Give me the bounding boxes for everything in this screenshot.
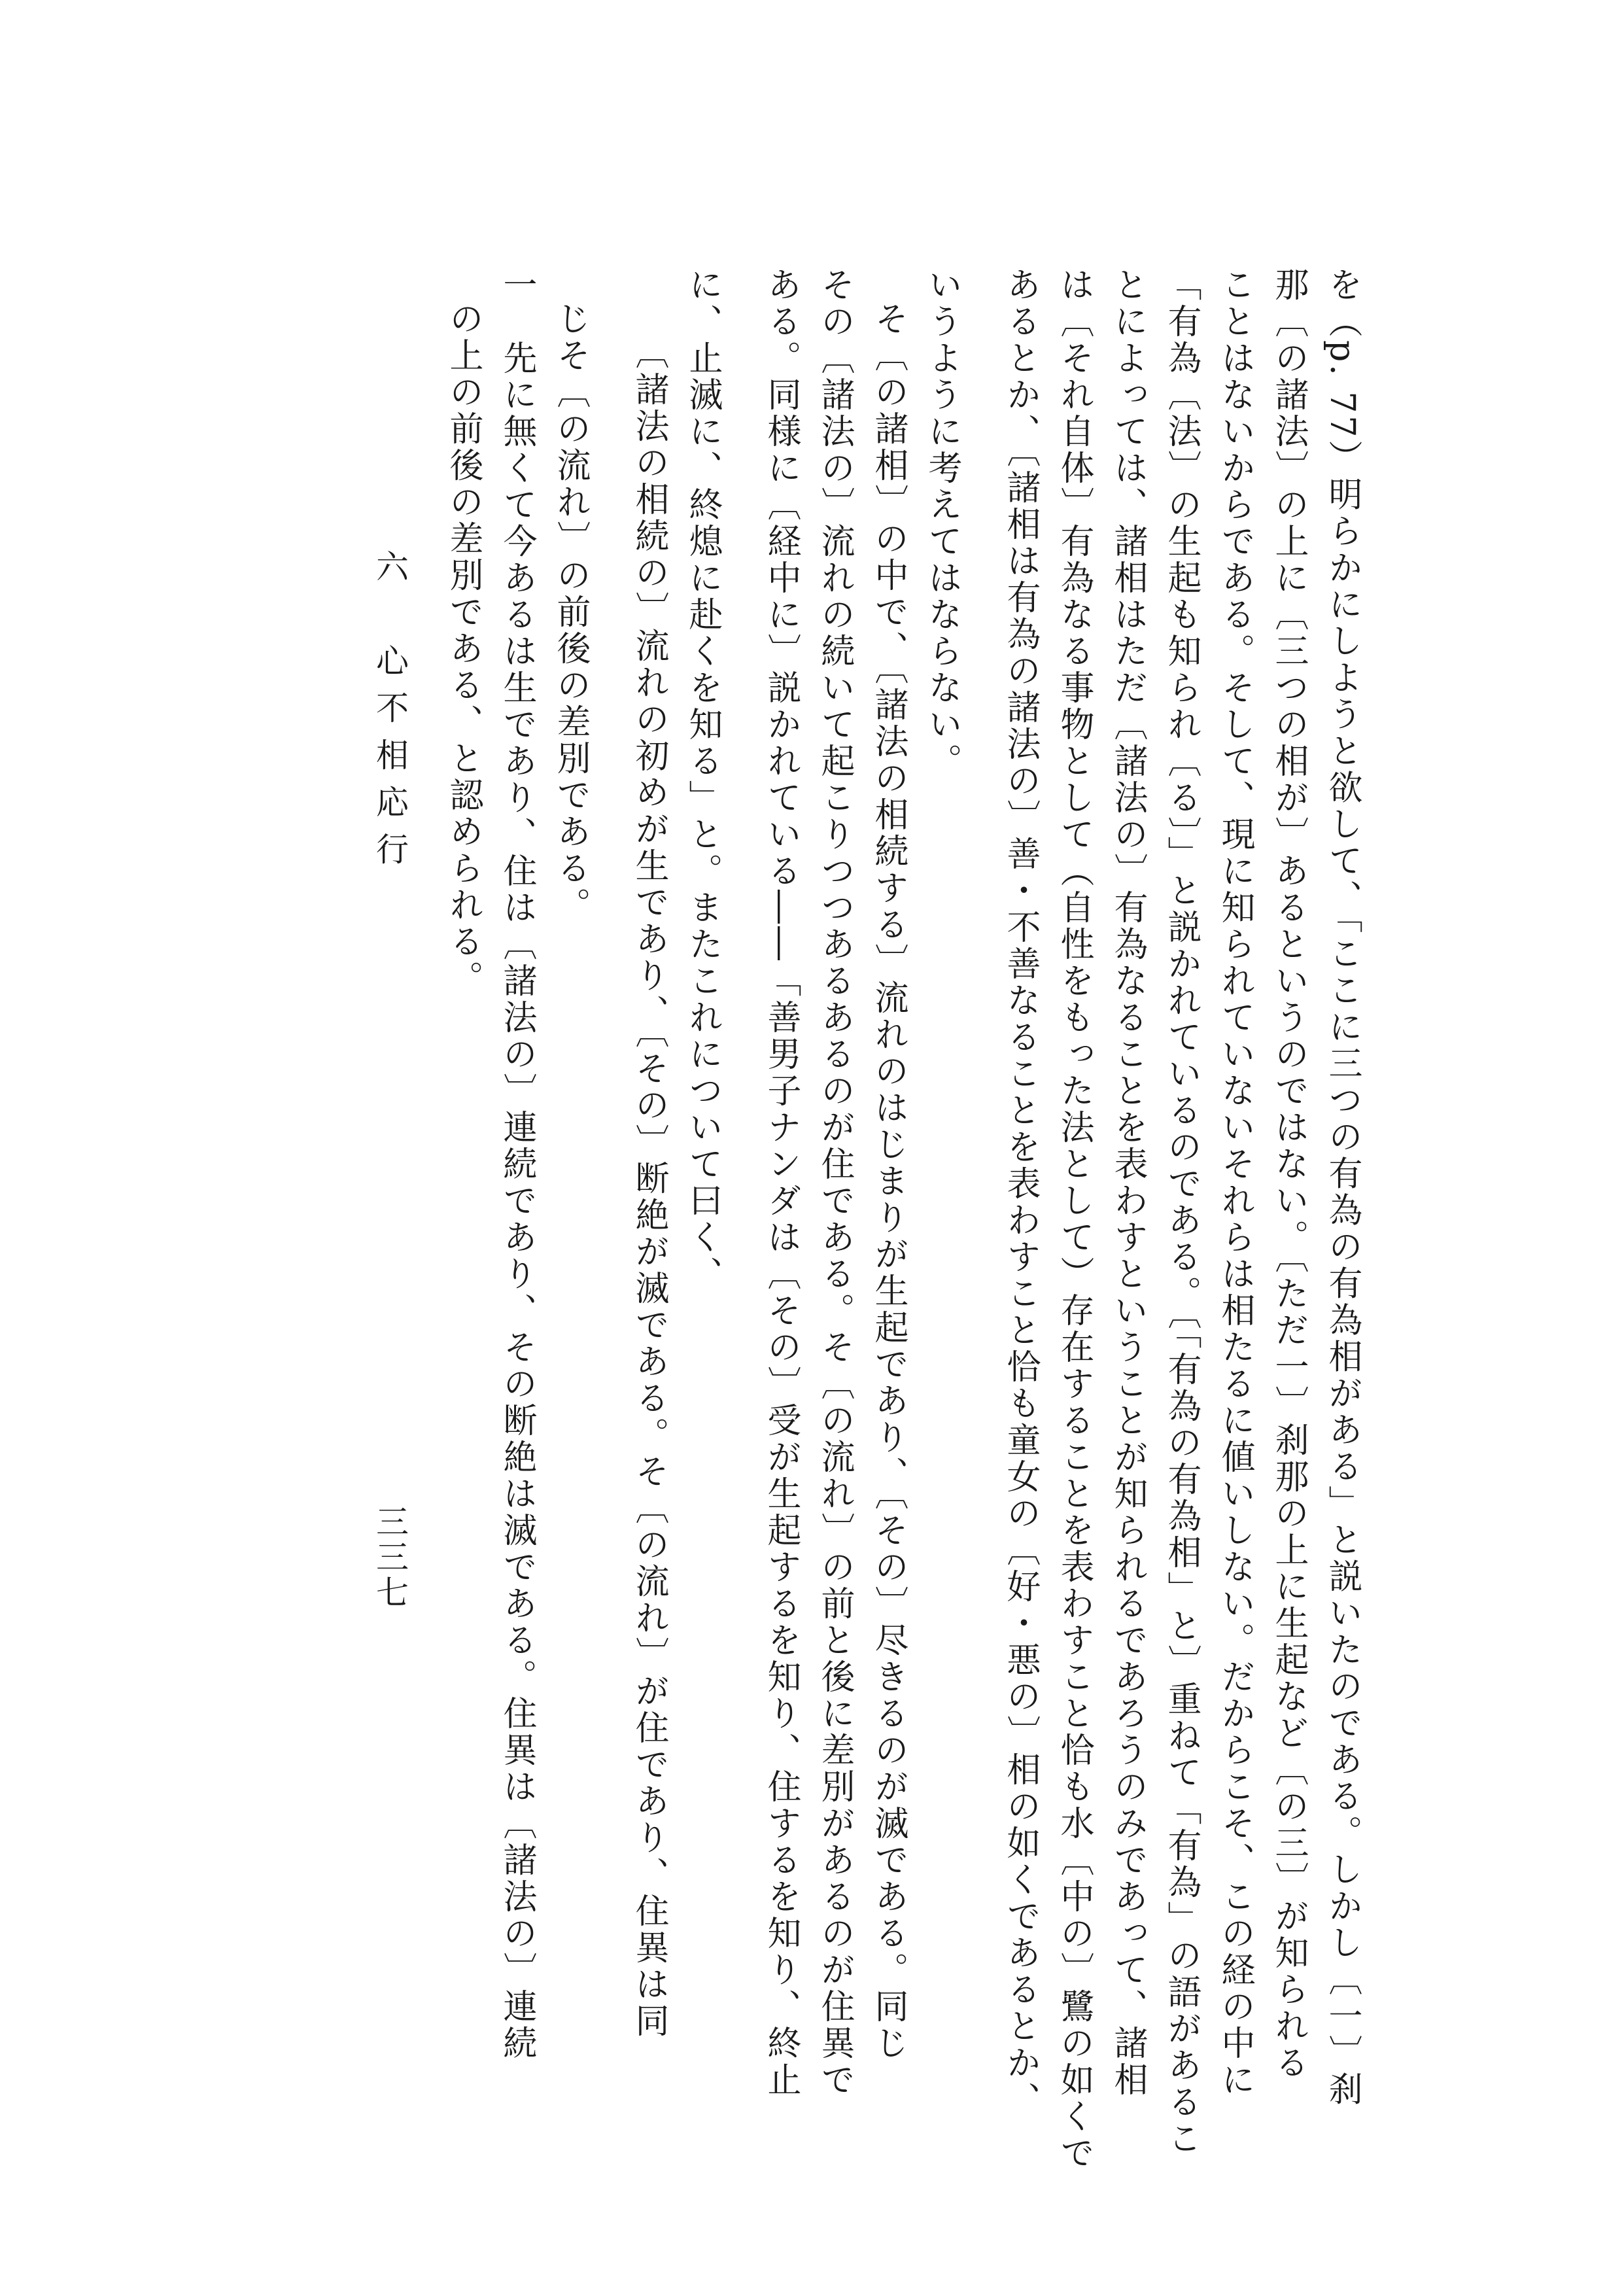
text-line: とによっては、諸相はただ〔諸法の〕有為なることを表わすということが知られるであろうのみであって、諸相: [1108, 267, 1147, 2098]
text-line: ある。同様に〔経中に〕説かれている――「善男子ナンダは〔その〕受が生起するを知り、住するを知り、終止: [761, 267, 801, 2098]
running-head: 六 心不相応行: [371, 549, 409, 879]
text-line: 「有為〔法〕の生起も知られ〔る〕」と説かれているのである。〔「有為の有為相」と〕重ねて「有為」の語があるこ: [1162, 267, 1201, 2157]
verse-line: 〔諸法の相続の〕流れの初めが生であり、〔その〕断絶が滅である。そ〔の流れ〕が住であり、住異は同: [629, 335, 668, 2040]
text-line: 那〔の諸法〕の上に〔三つの相が〕あるというのではない。〔ただ一〕刹那の上に生起など〔の三〕が知られる: [1269, 267, 1308, 2081]
text-line: あるとか、〔諸相は有為の諸法の〕善・不善なることを表わすこと恰も童女の〔好・悪の〕相の如くであるとか、: [1001, 267, 1040, 2118]
paragraph-start-line: そ〔の諸相〕の中で、〔諸法の相続する〕流れのはじまりが生起であり、〔その〕尽きるのが滅である。同じ: [869, 301, 908, 2062]
text-line: は〔それ自体〕有為なる事物として（自性をもった法として）存在することを表わすこと恰も水〔中の〕鷺の如くで: [1054, 267, 1094, 2172]
text-line: その〔諸法の〕流れの続いて起こりつつあるあるのが住である。そ〔の流れ〕の前と後に差別があるのが住異で: [815, 267, 854, 2098]
text-line: ことはないからである。そして、現に知られていないそれらは相たるに値いしない。だからこそ、この経の中に: [1215, 267, 1254, 2098]
text-line: を（p. 77）明らかにしようと欲して、「ここに三つの有為の有為相がある」と説いたのである。しかし〔一〕刹: [1322, 267, 1362, 2108]
text-line: に、止滅に、終熄に赴くを知る」と。またこれについて曰く、: [683, 267, 722, 1293]
verse-line: じそ〔の流れ〕の前後の差別である。: [551, 301, 590, 924]
body-text: [436, 267, 1369, 2172]
text-line: いうように考えてはならない。: [922, 267, 961, 780]
page-number: 三三七: [371, 1505, 409, 1610]
verse-line: 一 先に無くて今あるは生であり、住は〔諸法の〕連続であり、その断絶は滅である。住異は〔諸法の〕連続: [497, 267, 536, 2062]
verse-line: の上の前後の差別である、と認められる。: [443, 301, 483, 997]
